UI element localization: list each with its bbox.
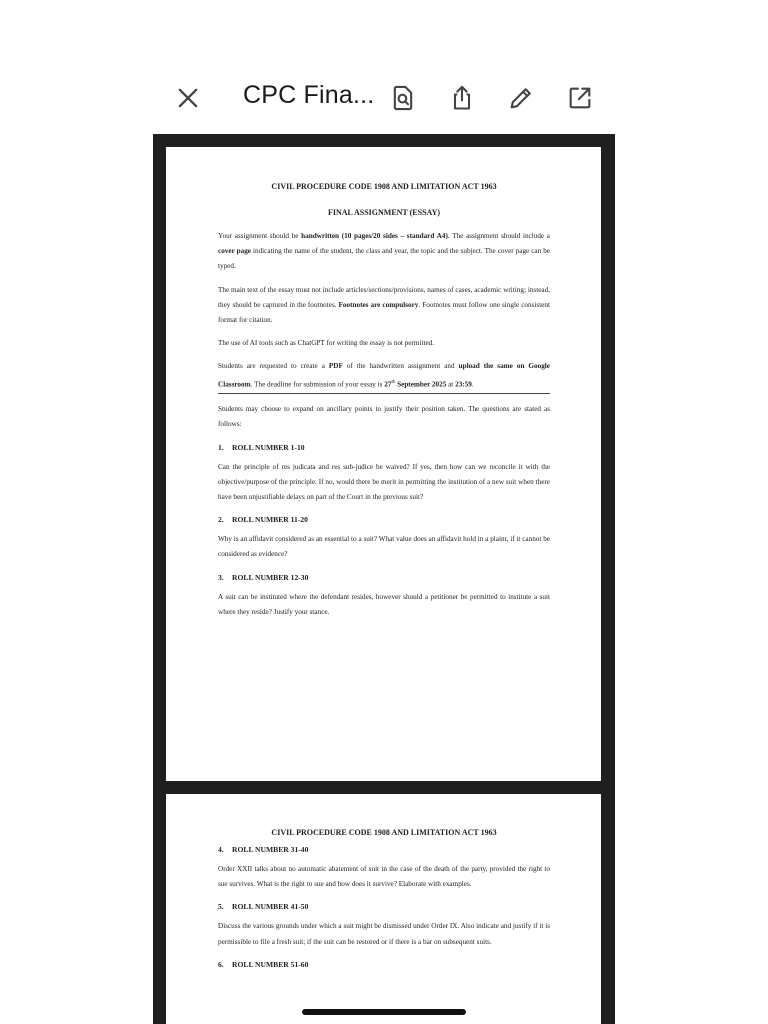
close-icon xyxy=(174,84,202,112)
question-6-heading: 6. ROLL NUMBER 51-60 xyxy=(218,959,309,969)
question-3-heading: 3. ROLL NUMBER 12-30 xyxy=(218,572,309,582)
question-4-heading: 4. ROLL NUMBER 31-40 xyxy=(218,845,309,854)
doc-search-icon xyxy=(389,84,417,112)
page-heading: CIVIL PROCEDURE CODE 1908 AND LIMITATION ACT 1963 xyxy=(271,828,497,837)
pencil-icon xyxy=(507,84,535,112)
question-2-text: Why is an affidavit considered as an essential to a suit? What value does an affidavit hold in a plaint, if it cannot be considered as evidence? xyxy=(218,535,550,559)
paragraph-submission: Students are requested to create a PDF of the handwritten assignment and upload the same on Google Classroom. The deadline for submission of your essay is 27th September 2025 at 23:59. xyxy=(218,359,550,394)
question-2-heading: 2. ROLL NUMBER 11-20 xyxy=(218,515,308,525)
page-heading: CIVIL PROCEDURE CODE 1908 AND LIMITATION ACT 1963 xyxy=(271,182,497,191)
open-external-icon xyxy=(566,84,594,112)
question-3-text: A suit can be instituted where the defendant resides, however should a petitioner be permitted to institute a suit where they reside? Justify your stance. xyxy=(218,592,550,616)
question-4-text: Order XXII talks about no automatic abatement of suit in the case of the death of the party, provided the right to sue survives. What is the right to sue and how does it survive? Elaborate with examples. xyxy=(218,865,550,889)
paragraph-footnotes: The main text of the essay must not include articles/sections/provisions, names of cases, academic writing; instead, they should be captured in the footnotes. Footnotes are compulsory. Footnotes must follow one single consistent format for citation. xyxy=(218,285,550,325)
document-page-1 xyxy=(166,147,601,781)
home-indicator[interactable] xyxy=(302,1009,466,1015)
document-title: CPC Fina... xyxy=(243,81,375,109)
paragraph-instructions: Your assignment should be handwritten (10 pages/20 sides – standard A4). The assignment should include a cover page indicating the name of the student, the class and year, the topic and the subject. The cover page can be typed. xyxy=(218,232,550,271)
assignment-subheading: FINAL ASSIGNMENT (ESSAY) xyxy=(327,208,441,217)
close-button[interactable] xyxy=(172,82,204,114)
edit-button[interactable] xyxy=(505,82,537,114)
find-in-document-button[interactable] xyxy=(387,82,419,114)
document-page-2 xyxy=(166,794,601,1024)
question-5-heading: 5. ROLL NUMBER 41-50 xyxy=(218,902,309,912)
top-toolbar xyxy=(0,68,768,130)
question-1-heading: 1. ROLL NUMBER 1-10 xyxy=(218,442,305,452)
question-5-text: Discuss the various grounds under which a suit might be dismissed under Order IX. Also indicate and justify if it is permissible to file a fresh suit; if the suit can be restored or if there is a bar on subsequent suits. xyxy=(218,922,550,946)
document-viewer[interactable] xyxy=(153,134,615,1024)
paragraph-intro-questions: Students may choose to expand on ancillary points to justify their position taken. The questions are stated as follows: xyxy=(218,405,550,429)
open-external-button[interactable] xyxy=(564,82,596,114)
paragraph-ai-policy: The use of AI tools such as ChatGPT for writing the essay is not permitted. xyxy=(218,339,435,348)
share-icon xyxy=(448,84,476,112)
question-1-text: Can the principle of res judicata and res sub-judice be waived? If yes, then how can we reconcile it with the objective/purpose of the principle. If no, would there be merit in permitting the institution of a new suit when there have been unjustifiable delays on part of the Court in the previous suit? xyxy=(218,462,550,502)
share-button[interactable] xyxy=(446,82,478,114)
